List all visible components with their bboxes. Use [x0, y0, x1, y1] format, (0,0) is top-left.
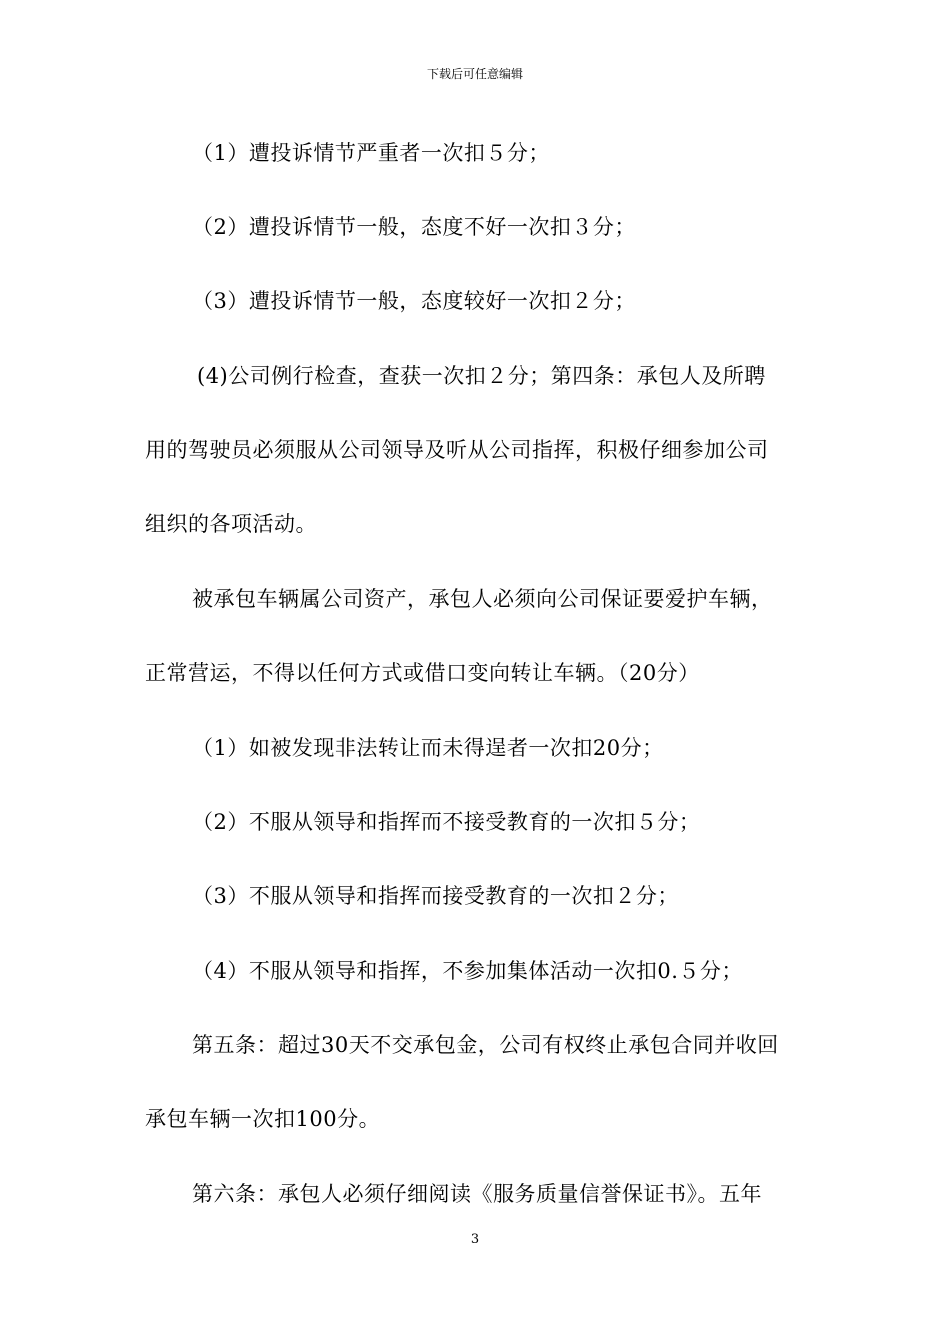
paragraph-line: （1）如被发现非法转让而未得逞者一次扣20分；: [192, 736, 664, 760]
page-number: 3: [470, 1232, 480, 1247]
paragraph-line: （1）遭投诉情节严重者一次扣５分；: [192, 141, 550, 165]
paragraph-line: 组织的各项活动。: [145, 512, 317, 536]
paragraph-line: （3）遭投诉情节一般，态度较好一次扣２分；: [192, 289, 636, 313]
paragraph-line: 正常营运，不得以任何方式或借口变向转让车辆。（20分）: [145, 661, 700, 685]
paragraph-line: 第六条：承包人必须仔细阅读《服务质量信誉保证书》。五年: [192, 1182, 762, 1206]
paragraph-line: （3）不服从领导和指挥而接受教育的一次扣２分；: [192, 884, 679, 908]
paragraph-line: （2）遭投诉情节一般，态度不好一次扣３分；: [192, 215, 636, 239]
paragraph-line: 用的驾驶员必须服从公司领导及听从公司指挥，积极仔细参加公司: [145, 438, 769, 462]
paragraph-line: 承包车辆一次扣100分。: [145, 1107, 381, 1131]
paragraph-line: （2）不服从领导和指挥而不接受教育的一次扣５分；: [192, 810, 701, 834]
page-header: 下载后可任意编辑: [426, 67, 523, 81]
paragraph-line: (4)公司例行检查，查获一次扣２分；第四条：承包人及所聘: [197, 364, 766, 388]
paragraph-line: 被承包车辆属公司资产，承包人必须向公司保证要爱护车辆，: [192, 587, 773, 611]
paragraph-line: 第五条：超过30天不交承包金，公司有权终止承包合同并收回: [192, 1033, 779, 1057]
paragraph-line: （4）不服从领导和指挥，不参加集体活动一次扣0.５分；: [192, 959, 743, 983]
